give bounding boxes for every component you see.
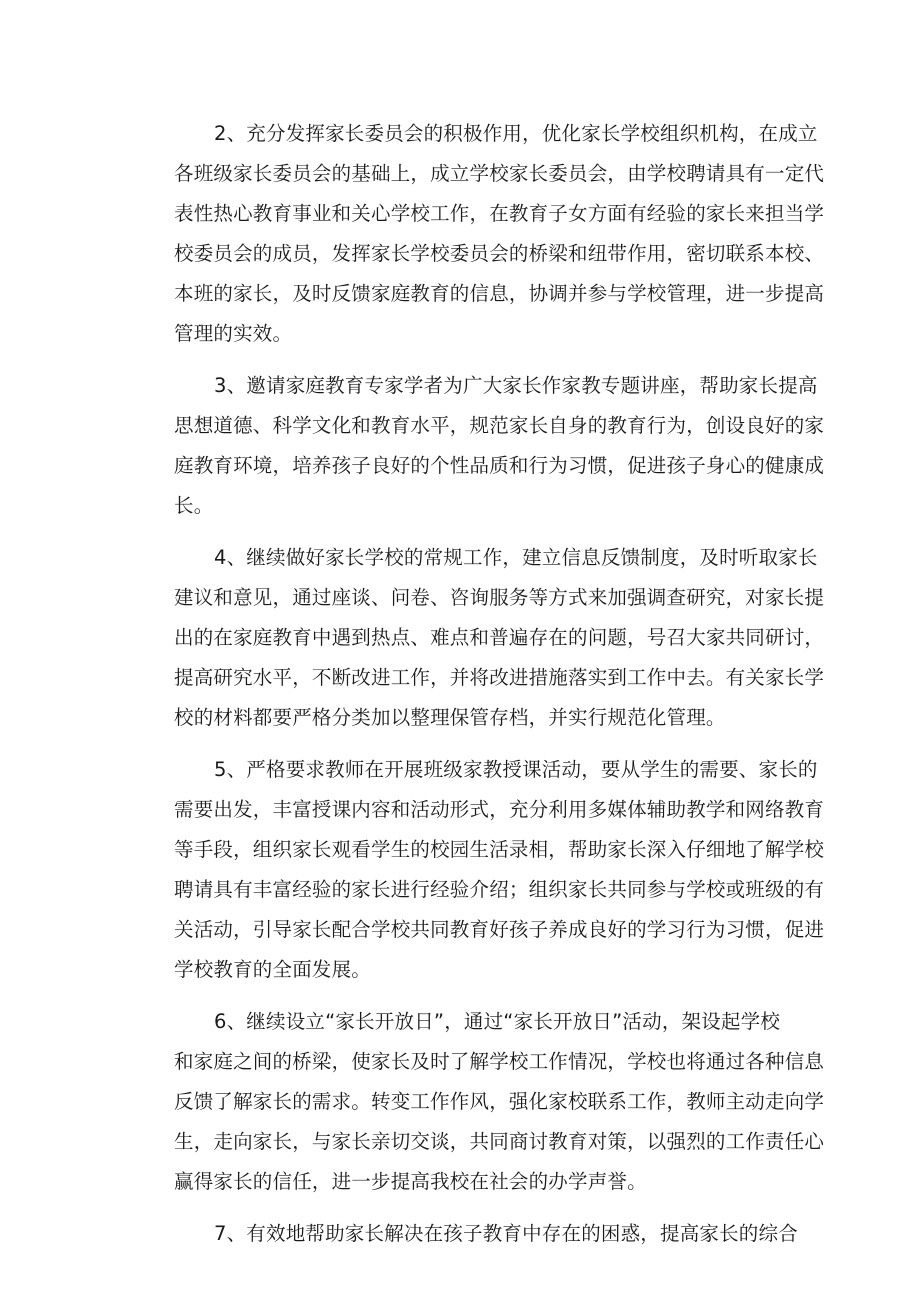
paragraph-line: 赢得家长的信任，进一步提高我校在社会的办学声誉。: [174, 1170, 647, 1193]
paragraph-line: 反馈了解家长的需求。转变工作作风，强化家校联系工作，教师主动走向学: [174, 1090, 825, 1113]
paragraph-line: 出的在家庭教育中遇到热点、难点和普遍存在的问题，号召大家共同研讨，: [174, 626, 825, 649]
paragraph-line: 校的材料都要严格分类加以整理保管存档，并实行规范化管理。: [174, 706, 726, 729]
paragraph-line: 本班的家长，及时反馈家庭教育的信息，协调并参与学校管理，进一步提高: [174, 282, 825, 305]
paragraph-line: 5、严格要求教师在开展班级家教授课活动，要从学生的需要、家长的: [214, 758, 818, 781]
paragraph-line: 庭教育环境，培养孩子良好的个性品质和行为习惯，促进孩子身心的健康成: [174, 454, 825, 477]
paragraph-line: 学校教育的全面发展。: [174, 958, 372, 981]
paragraph-line: 聘请具有丰富经验的家长进行经验介绍；组织家长共同参与学校或班级的有: [174, 878, 825, 901]
paragraph-line: 表性热心教育事业和关心学校工作，在教育子女方面有经验的家长来担当学: [174, 202, 825, 225]
paragraph-4: [135, 538, 825, 738]
paragraph-line: 关活动，引导家长配合学校共同教育好孩子养成良好的学习行为习惯，促进: [174, 918, 825, 941]
paragraph-line: 思想道德、科学文化和教育水平，规范家长自身的教育行为，创设良好的家: [174, 414, 825, 437]
paragraph-line: 长。: [174, 494, 214, 517]
paragraph-line: 6、继续设立“家长开放日”，通过“家长开放日”活动，架设起学校: [214, 1010, 781, 1033]
paragraph-line: 建议和意见，通过座谈、问卷、咨询服务等方式来加强调查研究，对家长提: [174, 586, 825, 609]
paragraph-line: 校委员会的成员，发挥家长学校委员会的桥梁和纽带作用，密切联系本校、: [174, 242, 825, 265]
paragraph-line: 和家庭之间的桥梁，使家长及时了解学校工作情况，学校也将通过各种信息: [174, 1050, 825, 1073]
paragraph-line: 提高研究水平，不断改进工作，并将改进措施落实到工作中去。有关家长学: [174, 666, 825, 689]
document-body: [135, 114, 825, 1266]
paragraph-line: 3、邀请家庭教育专家学者为广大家长作家教专题讲座，帮助家长提高: [214, 374, 818, 397]
paragraph-line: 2、充分发挥家长委员会的积极作用，优化家长学校组织机构，在成立: [214, 122, 818, 145]
paragraph-line: 管理的实效。: [174, 322, 293, 345]
paragraph-5: [135, 750, 825, 990]
paragraph-line: 4、继续做好家长学校的常规工作，建立信息反馈制度，及时听取家长: [214, 546, 818, 569]
paragraph-line: 生，走向家长，与家长亲切交谈，共同商讨教育对策，以强烈的工作责任心: [174, 1130, 825, 1153]
paragraph-line: 各班级家长委员会的基础上，成立学校家长委员会，由学校聘请具有一定代: [174, 162, 825, 185]
paragraph-6: [135, 1002, 825, 1202]
paragraph-2: [135, 114, 825, 354]
paragraph-line: 需要出发，丰富授课内容和活动形式，充分利用多媒体辅助教学和网络教育: [174, 798, 825, 821]
paragraph-3: [135, 366, 825, 526]
paragraph-line: 等手段，组织家长观看学生的校园生活录相，帮助家长深入仔细地了解学校: [174, 838, 825, 861]
paragraph-line: 7、有效地帮助家长解决在孩子教育中存在的困惑，提高家长的综合: [214, 1222, 798, 1245]
paragraph-7: [135, 1214, 798, 1254]
